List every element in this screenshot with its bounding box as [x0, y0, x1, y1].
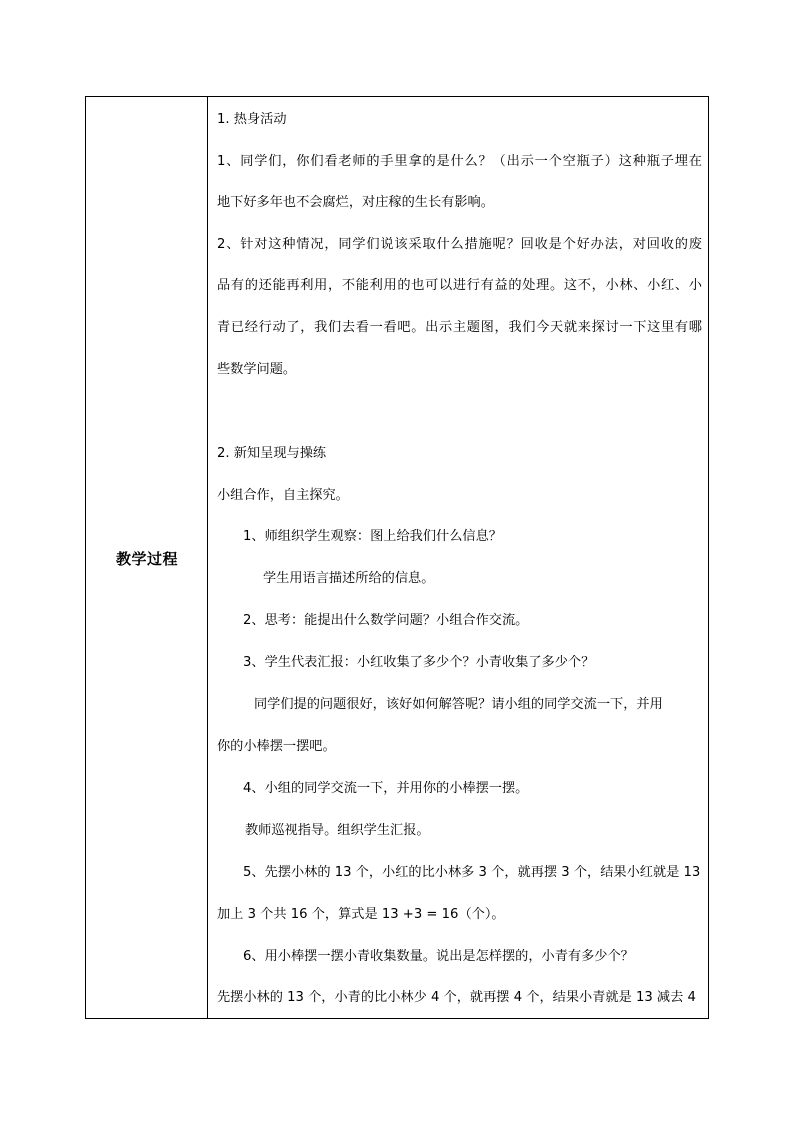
paragraph-line: 小组合作，自主探究。	[217, 488, 349, 503]
paragraph-line: 学生用语言描述所给的信息。	[263, 571, 435, 586]
paragraph-line: 你的小棒摆一摆吧。	[217, 739, 336, 754]
paragraph-line: 2、针对这种情况，同学们说该采取什么措施呢？回收是个好办法，对回收的废	[217, 237, 702, 252]
paragraph-line: 地下好多年也不会腐烂，对庄稼的生长有影响。	[217, 195, 494, 210]
list-item: 3、学生代表汇报：小红收集了多少个？小青收集了多少个？	[243, 655, 595, 670]
list-item: 1、师组织学生观察：图上给我们什么信息？	[243, 529, 502, 544]
paragraph-line: 教师巡视指导。组织学生汇报。	[245, 823, 430, 838]
list-item: 4、小组的同学交流一下，并用你的小棒摆一摆。	[243, 781, 529, 796]
paragraph-line: 些数学问题。	[217, 362, 297, 377]
paragraph-line: 青已经行动了，我们去看一看吧。出示主题图，我们今天就来探讨一下这里有哪	[217, 320, 702, 335]
paragraph-line: 先摆小林的 13 个，小青的比小林少 4 个，就再摆 4 个，结果小青就是 13 减去 4	[217, 990, 696, 1005]
paragraph-line: 品有的还能再利用，不能利用的也可以进行有益的处理。这不，小林、小红、小	[217, 278, 702, 293]
paragraph-line: 同学们提的问题很好，该好如何解答呢？请小组的同学交流一下，并用	[254, 697, 663, 712]
section-label: 教学过程	[115, 550, 178, 568]
lesson-plan-table	[85, 96, 709, 1019]
list-item: 2、思考：能提出什么数学问题？小组合作交流。	[243, 613, 529, 628]
paragraph-line: 加上 3 个共 16 个，算式是 13 +3 = 16（个）。	[217, 907, 505, 922]
paragraph-line: 1、同学们，你们看老师的手里拿的是什么？（出示一个空瓶子）这种瓶子埋在	[217, 154, 702, 169]
content-cell	[208, 97, 708, 1018]
list-item: 5、先摆小林的 13 个，小红的比小林多 3 个，就再摆 3 个，结果小红就是 13	[243, 865, 701, 880]
heading-new-knowledge: 2. 新知呈现与操练	[217, 446, 327, 461]
label-cell	[86, 97, 208, 1018]
list-item: 6、用小棒摆一摆小青收集数量。说出是怎样摆的，小青有多少个？	[243, 949, 634, 964]
heading-warmup: 1. 热身活动	[217, 112, 287, 127]
